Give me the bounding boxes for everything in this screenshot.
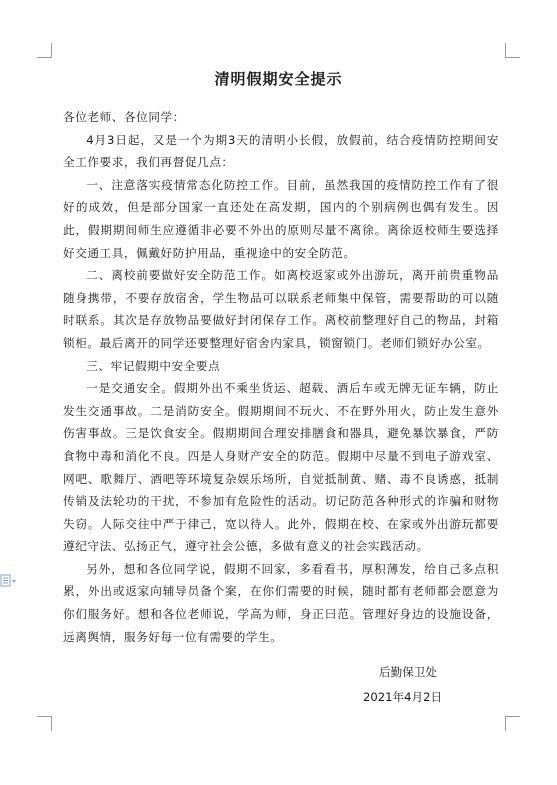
paragraph-closing: 另外，想和各位同学说，假期不回家，多看看书，厚积薄发，给自己多点积累，外出或返家向辅导员备个案，在你们需要的时候，随时都有老师都会愿意为你们服务好。想和各位老师说，学高为师，身正曰范。管理好身边的设施设备，远离舆情，服务好每一位有需要的学生。	[63, 561, 499, 644]
section-heading-3: 三、牢记假期中安全要点	[86, 358, 221, 373]
paragraph-section-1: 一、注意落实疫情常态化防控工作。目前，虽然我国的疫情防控工作有了很好的成效，但是部分国家一直还处在高发期，国内的个别病例也偶有发生。因此，假期期间师生应遵循非必要不外出的原则尽量不离徐。离徐返校师生要选择好交通工具，佩戴好防护用品，重视途中的安全防范。	[63, 177, 499, 260]
corner-mark-bottom-left	[37, 716, 52, 731]
signature-date: 2021年4月2日	[363, 690, 443, 704]
document-title: 清明假期安全提示	[214, 70, 343, 88]
document-body	[63, 106, 499, 648]
document-paragraph-icon[interactable]	[0, 573, 18, 587]
corner-mark-top-right	[505, 43, 520, 58]
paragraph-section-2: 二、离校前要做好安全防范工作。如离校返家或外出游玩，离开前贵重物品随身携带，不要存放宿舍，学生物品可以联系老师集中保管，需要帮助的可以随时联系。其次是存放物品要做好封闭保存工作。离校前整理好自己的物品，封箱锁柜。最后离开的同学还要整理好宿舍内家具，锁窗锁门。老师们锁好办公室。	[63, 268, 499, 350]
signature-org: 后勤保卫处	[379, 665, 437, 679]
corner-mark-bottom-right	[505, 716, 520, 731]
paragraph-intro: 4月3日起，又是一个为期3天的清明小长假，放假前，结合疫情防控期间安全工作要求，我们再督促几点：	[63, 132, 499, 170]
paragraph-section-3: 一是交通安全。假期外出不乘坐货运、超载、酒后车或无牌无证车辆，防止发生交通事故。二是消防安全。假期期间不玩火、不在野外用火，防止发生意外伤害事故。三是饮食安全。假期期间合理安排膳食和器具，避免暴饮暴食，严防食物中毒和消化不良。四是人身财产安全的防范。假期中尽量不到电子游戏室、网吧、歌舞厅、酒吧等环境复杂娱乐场所，自觉抵制黄、赌、毒不良诱惑，抵制传销及法轮功的干扰，不参加有危险性的活动。切记防范各种形式的诈骗和财物失窃。人际交往中严于律己，宽以待人。此外，假期在校、在家或外出游玩都要遵纪守法、弘扬正气，遵守社会公德，多做有意义的社会实践活动。	[63, 381, 499, 554]
corner-mark-top-left	[37, 43, 52, 58]
greeting: 各位老师、各位同学：	[63, 110, 185, 124]
